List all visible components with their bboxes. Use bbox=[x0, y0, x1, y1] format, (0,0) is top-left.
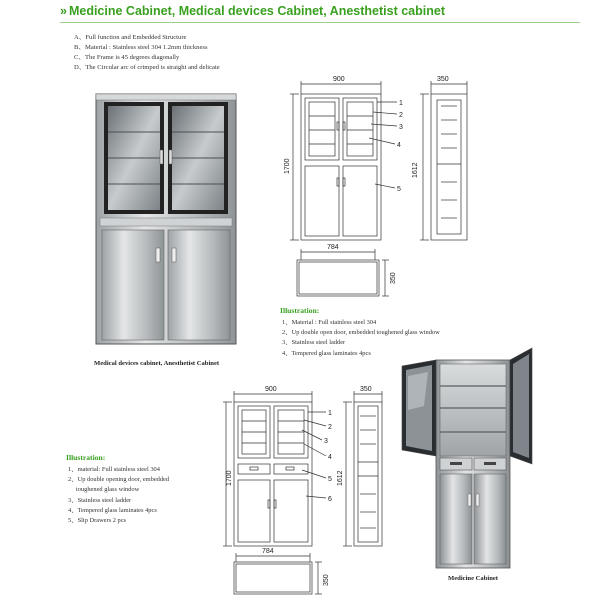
title-divider bbox=[60, 22, 580, 23]
double-chevron-icon: » bbox=[60, 4, 65, 18]
callout-3: 3 bbox=[399, 124, 403, 131]
photo-caption: Medical devices cabinet, Anesthetist Cabinet bbox=[94, 360, 220, 367]
illustration-item: 2、Up double open door, embedded toughened glass window bbox=[282, 329, 440, 337]
top-depth-dimension: 350 bbox=[390, 272, 397, 284]
callout-1: 1 bbox=[328, 410, 332, 417]
illustration-item: 2、Up double opening door, embedded bbox=[68, 476, 170, 484]
illustration-item: 1、Material : Full stainless steel 304 bbox=[282, 319, 377, 326]
callout-4: 4 bbox=[328, 454, 332, 461]
depth-dimension: 350 bbox=[360, 386, 372, 393]
technical-drawing-2 bbox=[222, 386, 392, 598]
page-title bbox=[60, 4, 445, 18]
feature-item: C、The Frame is 45 degrees diagonally bbox=[74, 54, 180, 61]
illustration-item: 5、Slip Drawers 2 pcs bbox=[68, 517, 127, 525]
width-dimension: 900 bbox=[265, 386, 277, 393]
illustration-list-2 bbox=[68, 465, 169, 526]
height-dimension: 1700 bbox=[226, 470, 233, 486]
top-depth-dimension: 350 bbox=[323, 574, 330, 586]
illustration-item: 3、Stainless steel ladder bbox=[282, 339, 346, 347]
illustration-title-2: Illustration: bbox=[66, 453, 106, 462]
callout-3: 3 bbox=[324, 438, 328, 445]
illustration-item: toughened glass window bbox=[76, 486, 140, 494]
illustration-item: 3、Stainless steel ladder bbox=[68, 496, 132, 504]
illustration-title: Illustration: bbox=[280, 306, 320, 315]
callout-6: 6 bbox=[328, 496, 332, 503]
feature-item: A、Full function and Embedded Structure bbox=[74, 34, 187, 41]
callout-2: 2 bbox=[399, 112, 403, 119]
depth-dimension: 350 bbox=[437, 76, 449, 83]
side-height-dimension: 1612 bbox=[412, 162, 419, 178]
feature-list bbox=[74, 33, 220, 73]
width-dimension: 900 bbox=[333, 76, 345, 83]
callout-2: 2 bbox=[328, 424, 332, 431]
callout-4: 4 bbox=[397, 142, 401, 149]
callout-5: 5 bbox=[328, 476, 332, 483]
technical-drawing-1 bbox=[285, 74, 585, 304]
cabinet-photo-closed bbox=[90, 90, 240, 352]
height-dimension: 1700 bbox=[284, 158, 291, 174]
top-width-dimension: 784 bbox=[262, 548, 274, 555]
callout-5: 5 bbox=[397, 186, 401, 193]
feature-item: B、Material : Stainless steel 304 1.2mm thickness bbox=[74, 44, 208, 51]
title-text: Medicine Cabinet, Medical devices Cabinet, Anesthetist cabinet bbox=[68, 4, 445, 18]
top-width-dimension: 784 bbox=[327, 244, 339, 251]
illustration-item: 4、Tempered glass laminates 4pcs bbox=[282, 349, 371, 357]
side-height-dimension: 1612 bbox=[337, 470, 344, 486]
feature-item: D、The Circular arc of crimped is straight and delicate bbox=[74, 64, 220, 71]
illustration-item: 1、material: Full stainless steel 304 bbox=[68, 466, 160, 473]
cabinet-photo-open bbox=[398, 346, 538, 572]
photo-caption-2: Medicine Cabinet bbox=[448, 575, 498, 582]
illustration-item: 4、Tempered glass laminates 4pcs bbox=[68, 506, 157, 514]
callout-1: 1 bbox=[399, 100, 403, 107]
